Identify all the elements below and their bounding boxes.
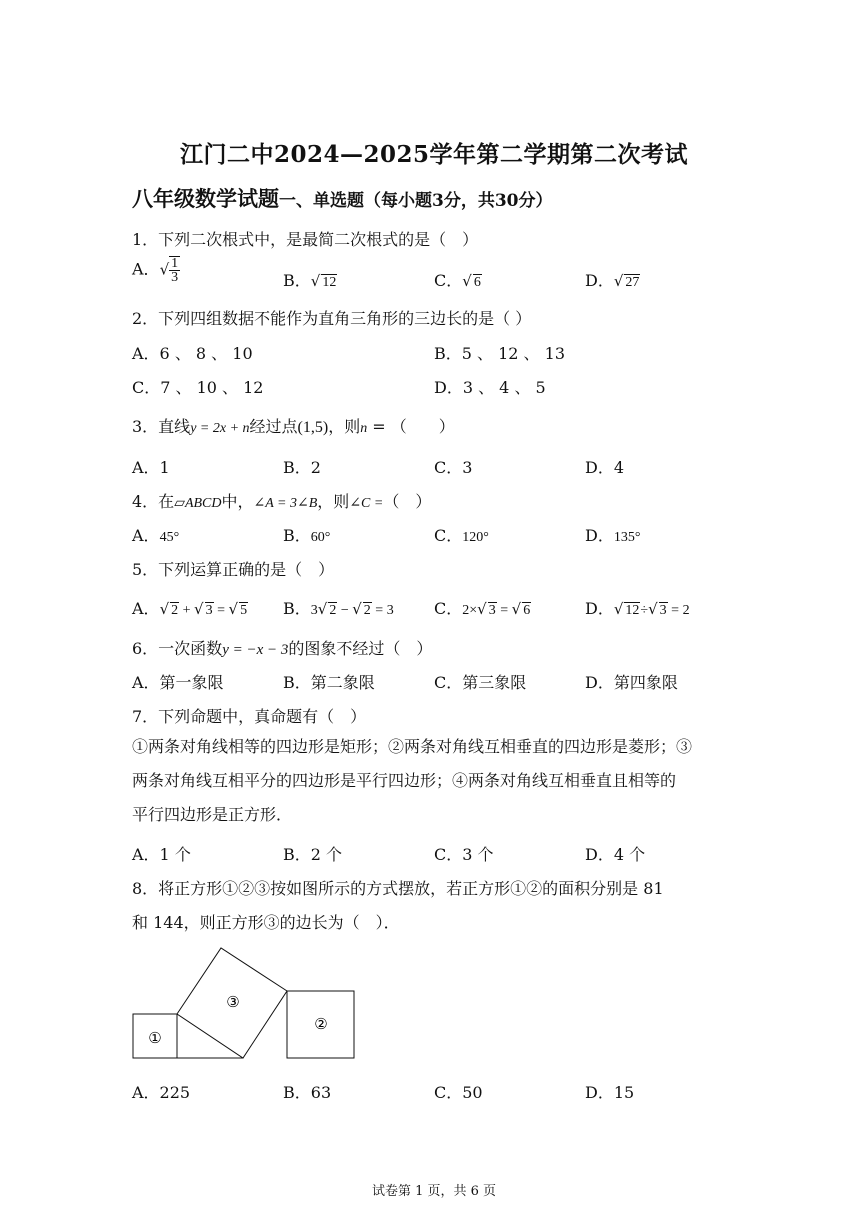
q5-option-b: B．3√ 2 − √ 2 = 3	[283, 599, 394, 618]
denominator: 3	[171, 270, 179, 285]
label-square-2: ②	[314, 1015, 328, 1033]
q1-option-a	[132, 256, 180, 284]
radicand: 3	[659, 603, 667, 618]
page-footer: 试卷第 1 页，共 6 页	[371, 1184, 497, 1199]
q2-option-c: C．7 、 10 、 12	[132, 378, 264, 397]
q4-option-a	[132, 523, 179, 546]
option-label: A．	[132, 259, 160, 279]
result: 3	[386, 603, 394, 618]
radicand: 27	[625, 275, 640, 290]
radicand: 3	[205, 603, 213, 618]
q3-option-a: A．1	[132, 458, 170, 477]
text: ，则	[317, 492, 350, 511]
radical-sign: √	[613, 272, 624, 290]
q6-option-d: D．第四象限	[585, 673, 678, 692]
result: 2	[682, 603, 690, 618]
equation: y = 2x + n	[190, 421, 250, 436]
q4-option-b	[283, 523, 330, 546]
q8-option-a: A．225	[132, 1083, 191, 1102]
equation: y = −x − 3	[222, 642, 289, 658]
q3-stem	[132, 414, 455, 437]
text: 的图象不经过（ ）	[288, 639, 433, 658]
option-label: D．	[585, 526, 614, 545]
q8-line-2: 和 144，则正方形③的边长为（ ）．	[132, 913, 400, 932]
text: 3．直线	[132, 417, 191, 436]
radicand: 12	[322, 275, 337, 290]
radicand: 3	[488, 603, 496, 618]
q7-stem: 7．下列命题中，真命题有（ ）	[132, 707, 367, 726]
ask: ∠C =	[349, 496, 384, 511]
text: = （ ）	[367, 417, 455, 436]
text: 4．在	[132, 492, 175, 511]
point: (1,5)	[297, 419, 329, 436]
option-value: 45°	[159, 530, 180, 545]
radicand: 12	[625, 603, 640, 618]
q5-stem: 5．下列运算正确的是（ ）	[132, 560, 335, 579]
q8-line-1: 8．将正方形①②③按如图所示的方式摆放，若正方形①②的面积分别是 81	[132, 879, 664, 898]
q1-option-c	[434, 268, 482, 291]
q5-option-d: D．√ 12÷√ 3 = 2	[585, 599, 690, 618]
radicand: 6	[473, 275, 481, 290]
radical-sign: √	[159, 260, 170, 279]
q7-line-3: 平行四边形是正方形．	[132, 805, 293, 824]
radicand: 2	[329, 603, 337, 618]
q2-stem: 2．下列四组数据不能作为直角三角形的三边长的是（ ）	[132, 309, 532, 328]
text: （ ）	[383, 492, 432, 511]
option-label: C．	[434, 271, 463, 290]
q3-option-d: D．4	[585, 458, 625, 477]
q2-option-d: D．3 、 4 、 5	[434, 378, 546, 397]
option-label: D．	[585, 599, 614, 618]
label-square-1: ①	[148, 1029, 162, 1047]
option-value: 60°	[310, 530, 331, 545]
q7-option-d: D．4 个	[585, 845, 646, 864]
q7-option-a: A．1 个	[132, 845, 191, 864]
q6-option-c: C．第三象限	[434, 673, 527, 692]
q1-option-d	[585, 268, 640, 291]
q4-option-d	[585, 523, 640, 546]
coefficient: 2	[462, 603, 470, 618]
numerator: 1	[171, 256, 179, 271]
fraction	[169, 256, 180, 284]
q5-option-a: A．√ 2 + √ 3 = √ 5	[132, 599, 248, 618]
q8-option-c: C．50	[434, 1083, 483, 1102]
radicand: 6	[523, 603, 531, 618]
radicand: 5	[240, 603, 248, 618]
page-title: 江门二中2024—2025学年第二学期第二次考试	[179, 141, 689, 168]
q7-option-c: C．3 个	[434, 845, 494, 864]
text: 经过点	[249, 417, 298, 436]
section-title: 一、单选题（每小题3分，共30分）	[279, 191, 553, 211]
q5-option-c: C．2×√ 3 = √ 6	[434, 599, 531, 618]
q2-option-a: A．6 、 8 、 10	[132, 344, 253, 363]
option-label: C．	[434, 599, 463, 618]
text: 中，	[221, 492, 254, 511]
option-value: 120°	[462, 530, 489, 545]
coefficient: 3	[310, 603, 318, 618]
q2-option-b: B．5 、 12 、 13	[434, 344, 566, 363]
radical-sign: √	[310, 272, 321, 290]
option-label: C．	[434, 526, 463, 545]
q7-statements	[132, 730, 742, 832]
q7-option-b: B．2 个	[283, 845, 343, 864]
q8-option-b: B．63	[283, 1083, 332, 1102]
option-label: B．	[283, 526, 311, 545]
squares-figure	[130, 943, 360, 1063]
text: ，则	[328, 417, 361, 436]
condition: ∠A = 3∠B	[253, 496, 318, 511]
q1-option-b	[283, 268, 337, 291]
q7-line-1: ①两条对角线相等的四边形是矩形；②两条对角线互相垂直的四边形是菱形；③	[132, 737, 693, 756]
q6-stem	[132, 636, 432, 659]
q6-option-b: B．第二象限	[283, 673, 375, 692]
radicand: 2	[171, 603, 179, 618]
option-label: A．	[132, 599, 160, 618]
q4-option-c	[434, 523, 489, 546]
option-value: 135°	[613, 530, 641, 545]
q8-option-d: D．15	[585, 1083, 635, 1102]
section-heading	[132, 183, 553, 213]
label-square-3: ③	[226, 993, 240, 1011]
option-label: B．	[283, 599, 311, 618]
q6-option-a: A．第一象限	[132, 673, 224, 692]
radical-sign: √	[462, 272, 472, 290]
radicand: 2	[363, 603, 371, 618]
q3-option-c: C．3	[434, 458, 473, 477]
option-label: A．	[132, 526, 160, 545]
option-label: B．	[283, 271, 311, 290]
q4-stem	[132, 489, 431, 512]
q1-stem: 1．下列二次根式中，是最简二次根式的是（ ）	[132, 230, 479, 249]
parallelogram: ▱ABCD	[174, 496, 222, 511]
q3-option-b: B．2	[283, 458, 321, 477]
grade-title: 八年级数学试题	[132, 186, 279, 211]
variable: n	[360, 421, 368, 436]
q7-line-2: 两条对角线互相平分的四边形是平行四边形；④两条对角线互相垂直且相等的	[132, 771, 677, 790]
text: 6．一次函数	[132, 639, 223, 658]
option-label: D．	[585, 271, 614, 290]
